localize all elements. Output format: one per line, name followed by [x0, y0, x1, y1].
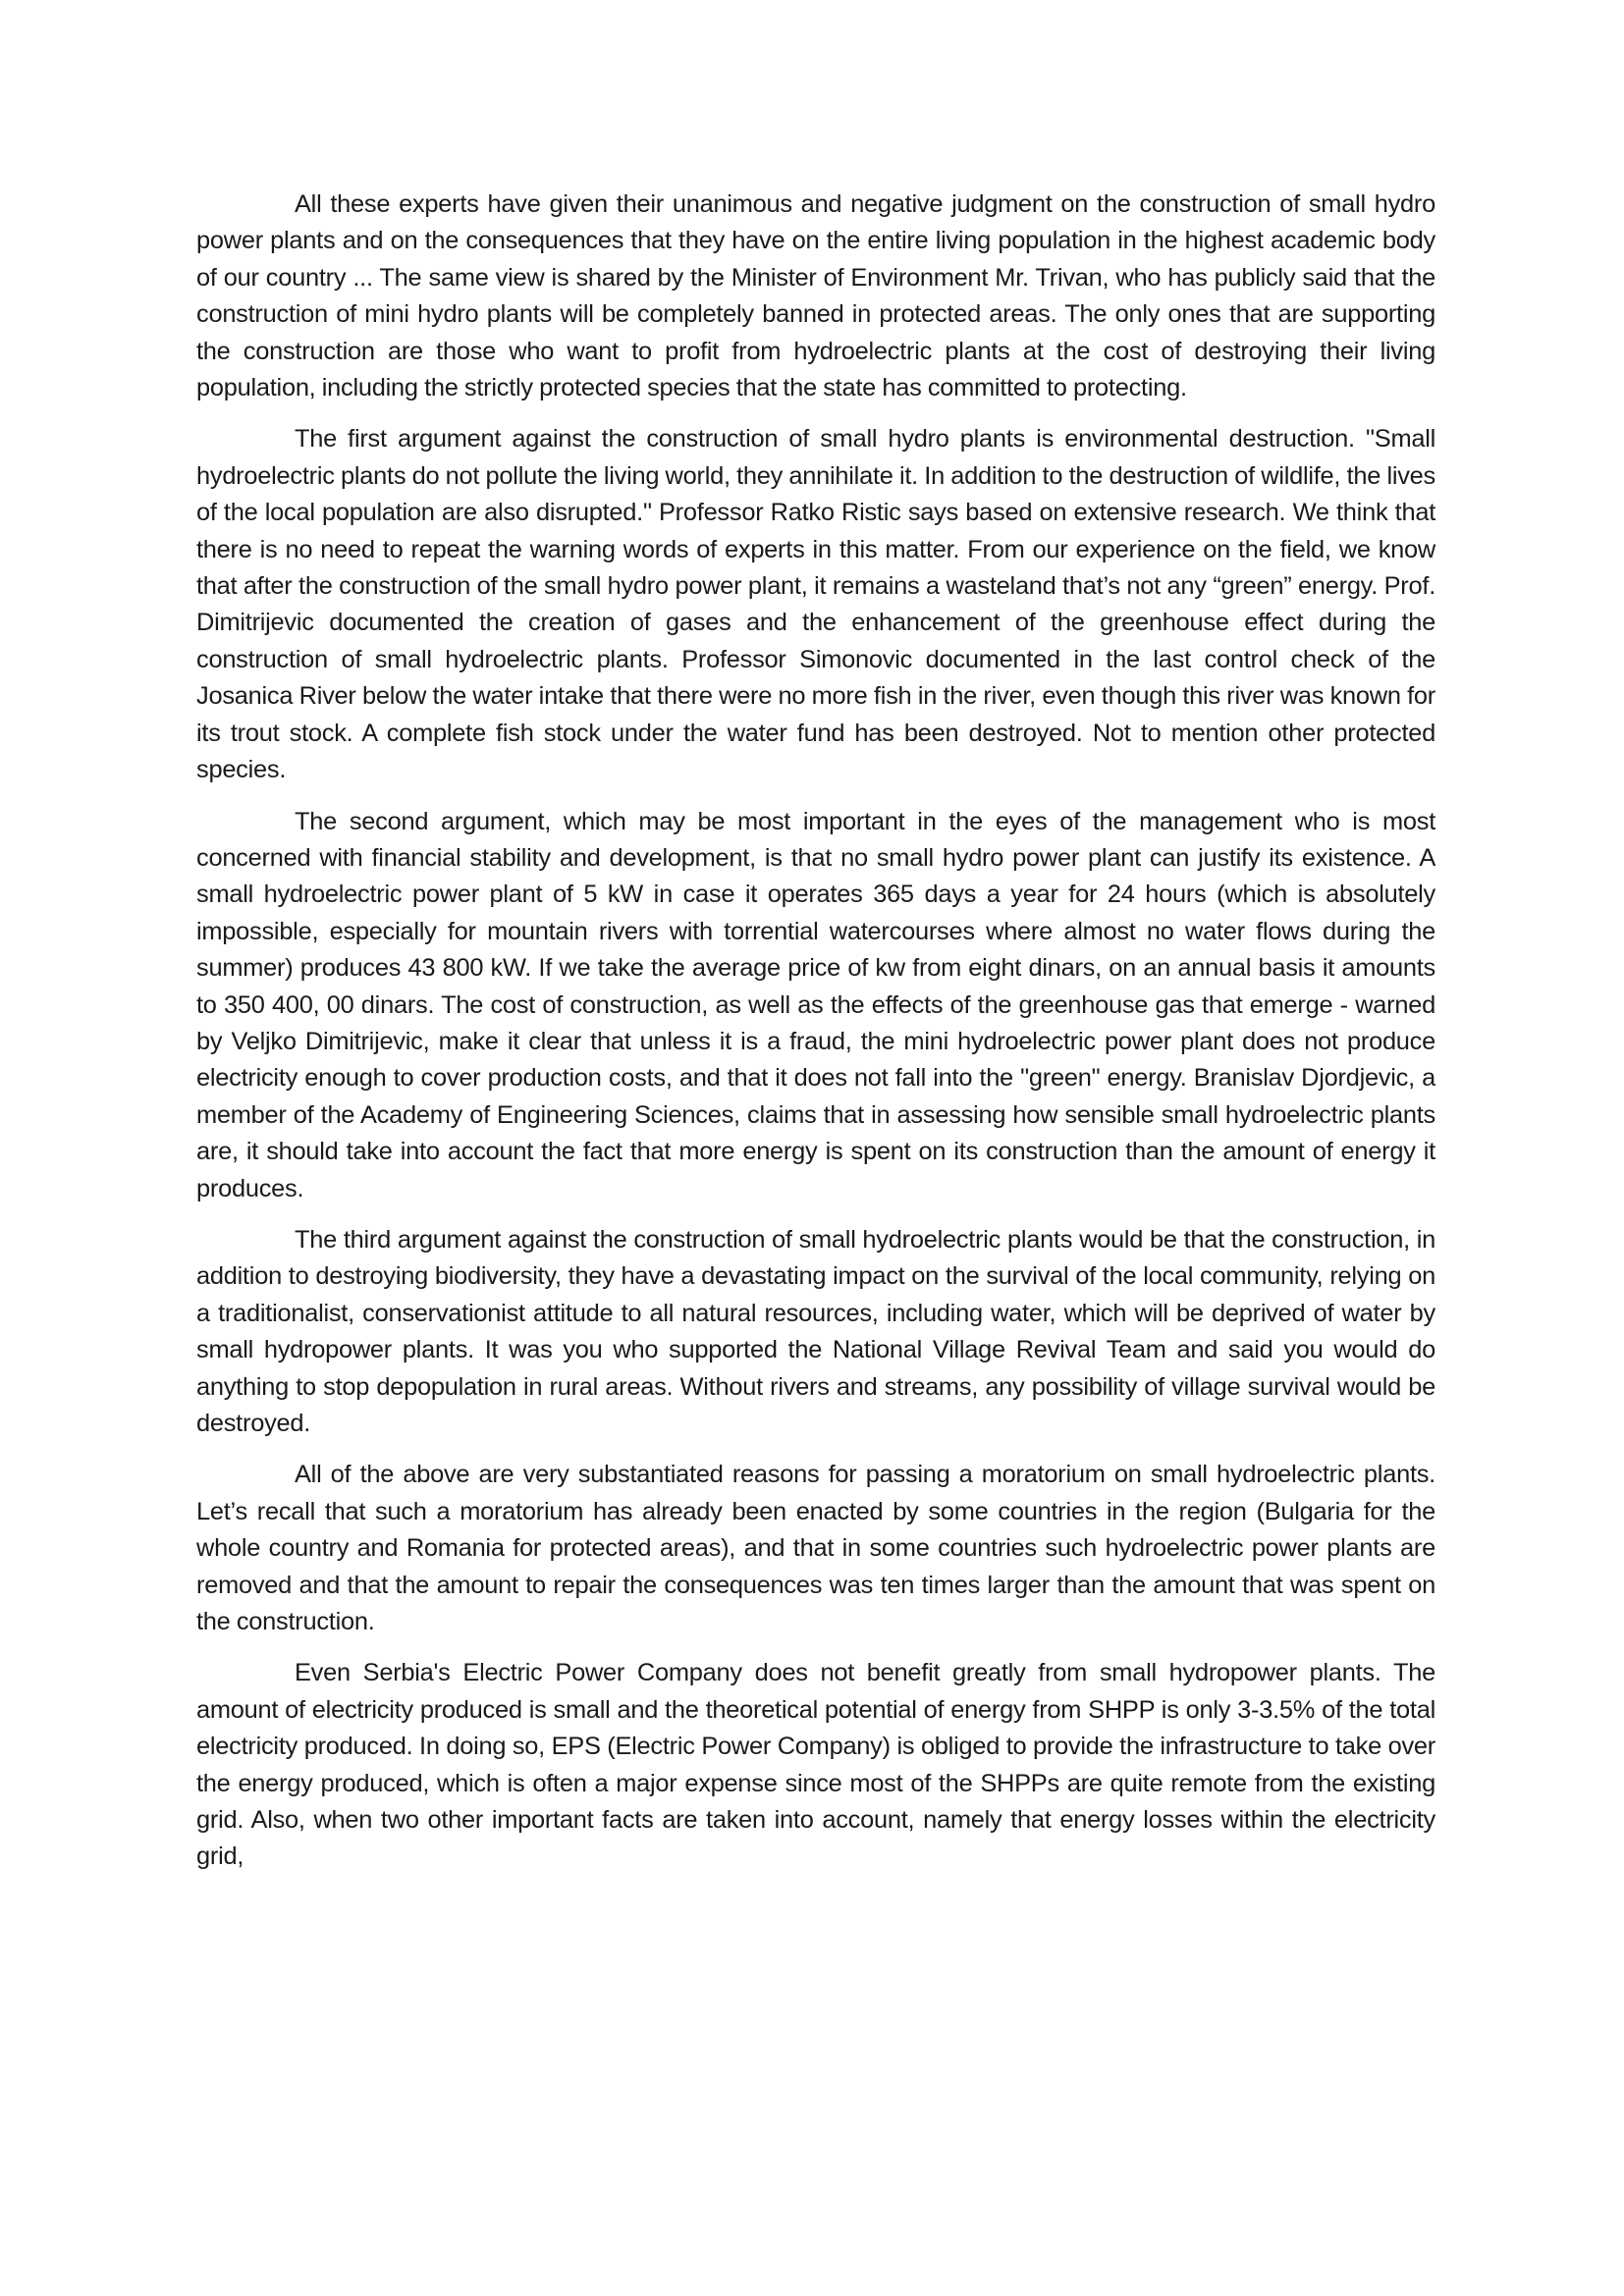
- paragraph-first-argument: The first argument against the construction of small hydro plants is environmental destruction. "Small hydroelectric plants do not pollute the living world, they annihilate it. In addition to the destruction of wildlife, the lives of the local population are also disrupted." Professor Ratko Ristic says based on extensive research. We think that there is no need to repeat the warning words of experts in this matter. From our experience on the field, we know that after the construction of the small hydro power plant, it remains a wasteland that’s not any “green” energy. Prof. Dimitrijevic documented the creation of gases and the enhancement of the greenhouse effect during the construction of small hydroelectric plants. Professor Simonovic documented in the last control check of the Josanica River below the water intake that there were no more fish in the river, even though this river was known for its trout stock. A complete fish stock under the water fund has been destroyed. Not to mention other protected species.: [196, 425, 1435, 784]
- paragraph-second-argument: The second argument, which may be most important in the eyes of the management who is most concerned with financial stability and development, is that no small hydro power plant can justify its existence. A small hydroelectric power plant of 5 kW in case it operates 365 days a year for 24 hours (which is absolutely impossible, especially for mountain rivers with torrential watercourses where almost no water flows during the summer) produces 43 800 kW. If we take the average price of kw from eight dinars, on an annual basis it amounts to 350 400, 00 dinars. The cost of construction, as well as the effects of the greenhouse gas that emerge - warned by Veljko Dimitrijevic, make it clear that unless it is a fraud, the mini hydroelectric power plant does not produce electricity enough to cover production costs, and that it does not fall into the "green" energy. Branislav Djordjevic, a member of the Academy of Engineering Sciences, claims that in assessing how sensible small hydroelectric plants are, it should take into account the fact that more energy is spent on its construction than the amount of energy it produces.: [196, 807, 1435, 1202]
- paragraph-moratorium: All of the above are very substantiated reasons for passing a moratorium on small hydroelectric plants. Let’s recall that such a moratorium has already been enacted by some countries in the region (Bulgaria for the whole country and Romania for protected areas), and that in some countries such hydroelectric power plants are removed and that the amount to repair the consequences was ten times larger than the amount that was spent on the construction.: [196, 1461, 1435, 1636]
- paragraph-third-argument: The third argument against the construction of small hydroelectric plants would be that the construction, in addition to destroying biodiversity, they have a devastating impact on the survival of the local community, relying on a traditionalist, conservationist attitude to all natural resources, including water, which will be deprived of water by small hydropower plants. It was you who supported the National Village Revival Team and said you would do anything to stop depopulation in rural areas. Without rivers and streams, any possibility of village survival would be destroyed.: [196, 1225, 1435, 1437]
- paragraph-experts-judgment: All these experts have given their unanimous and negative judgment on the construction of small hydro power plants and on the consequences that they have on the entire living population in the highest academic body of our country ... The same view is shared by the Minister of Environment Mr. Trivan, who has publicly said that the construction of mini hydro plants will be completely banned in protected areas. The only ones that are supporting the construction are those who want to profit from hydroelectric plants at the cost of destroying their living population, including the strictly protected species that the state has committed to protecting.: [196, 190, 1435, 402]
- paragraph-electric-power-company: Even Serbia's Electric Power Company does not benefit greatly from small hydropower plants. The amount of electricity produced is small and the theoretical potential of energy from SHPP is only 3-3.5% of the total electricity produced. In doing so, EPS (Electric Power Company) is obliged to provide the infrastructure to take over the energy produced, which is often a major expense since most of the SHPPs are quite remote from the existing grid. Also, when two other important facts are taken into account, namely that energy losses within the electricity grid,: [196, 1659, 1435, 1871]
- document-body: [196, 187, 1435, 1891]
